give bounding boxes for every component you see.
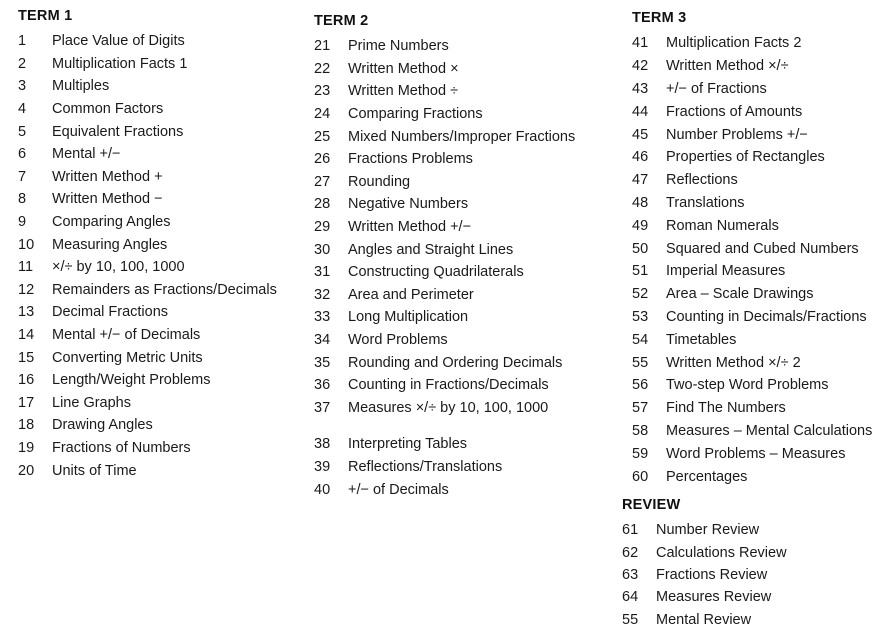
item-number: 60 (632, 468, 649, 485)
list-item (632, 351, 872, 374)
item-number: 55 (622, 611, 639, 628)
item-number: 23 (314, 83, 331, 100)
item-number: 1 (18, 33, 27, 50)
item-label: Multiples (52, 78, 110, 95)
item-label: Written Method − (52, 191, 163, 208)
term-3-heading: TERM 3 (632, 10, 687, 26)
list-item (314, 103, 575, 126)
item-label: Number Review (656, 522, 760, 539)
item-label: Fractions Review (656, 566, 768, 583)
item-number: 26 (314, 151, 331, 168)
item-label: Interpreting Tables (348, 436, 468, 453)
list-item (632, 55, 872, 78)
item-label: Rounding and Ordering Decimals (348, 354, 563, 371)
item-number: 22 (314, 60, 331, 77)
item-label: Word Problems – Measures (666, 445, 846, 462)
item-label: Translations (666, 194, 745, 211)
list-item (632, 146, 872, 169)
list-item (632, 442, 872, 465)
item-label: Fractions Problems (348, 151, 473, 168)
item-number: 40 (314, 481, 331, 498)
item-label: Angles and Straight Lines (348, 241, 514, 258)
item-label: ×/÷ by 10, 100, 1000 (52, 259, 185, 276)
list-item (622, 586, 787, 608)
list-item (632, 306, 872, 329)
item-label: Negative Numbers (348, 196, 469, 213)
list-item (18, 188, 277, 211)
list-item (18, 346, 277, 369)
list-item (18, 301, 277, 324)
item-number: 28 (314, 196, 331, 213)
item-label: Length/Weight Problems (52, 372, 211, 389)
list-item (314, 58, 575, 81)
list-item (18, 437, 277, 460)
list-item (314, 397, 575, 420)
list-item (314, 478, 575, 501)
list-item (314, 216, 575, 239)
item-label: Long Multiplication (348, 309, 469, 326)
item-label: Fractions of Amounts (666, 103, 803, 120)
list-item (18, 211, 277, 234)
list-item (314, 35, 575, 58)
item-number: 35 (314, 354, 331, 371)
item-label: Fractions of Numbers (52, 439, 191, 456)
item-number: 32 (314, 286, 331, 303)
list-item (632, 283, 872, 306)
list-item (314, 80, 575, 103)
item-label: Roman Numerals (666, 217, 779, 234)
list-item (622, 519, 787, 541)
term-1-heading: TERM 1 (18, 8, 73, 24)
item-number: 7 (18, 168, 27, 185)
item-number: 44 (632, 103, 649, 120)
item-label: Comparing Fractions (348, 106, 483, 123)
list-item (632, 32, 872, 55)
item-number: 61 (622, 522, 639, 539)
item-label: Mental +/− of Decimals (52, 327, 201, 344)
list-item (314, 261, 575, 284)
item-number: 17 (18, 394, 35, 411)
item-label: Constructing Quadrilaterals (348, 264, 524, 281)
item-number: 56 (632, 377, 649, 394)
list-item (622, 609, 787, 631)
list-item (18, 459, 277, 482)
item-number: 45 (632, 126, 649, 143)
list-item (314, 306, 575, 329)
item-label: Mental +/− (52, 146, 121, 163)
list-item (632, 374, 872, 397)
item-label: Converting Metric Units (52, 349, 203, 366)
item-number: 48 (632, 194, 649, 211)
item-label: Reflections/Translations (348, 458, 503, 475)
list-item (622, 564, 787, 586)
item-number: 36 (314, 377, 331, 394)
list-item (314, 374, 575, 397)
list-item (18, 166, 277, 189)
list-item (18, 53, 277, 76)
item-label: Written Method ×/÷ (666, 58, 789, 75)
list-item (632, 328, 872, 351)
item-label: Calculations Review (656, 544, 787, 561)
item-number: 19 (18, 439, 35, 456)
item-label: Comparing Angles (52, 214, 171, 231)
review-heading: REVIEW (622, 497, 681, 513)
item-label: Multiplication Facts 2 (666, 35, 802, 52)
item-number: 8 (18, 191, 27, 208)
item-number: 43 (632, 80, 649, 97)
item-number: 14 (18, 327, 35, 344)
term-2-heading: TERM 2 (314, 13, 369, 29)
list-item (314, 329, 575, 352)
list-item (314, 433, 575, 456)
list-item (632, 78, 872, 101)
list-gap (314, 419, 575, 433)
item-number: 4 (18, 101, 27, 118)
list-item (632, 192, 872, 215)
item-label: Measures Review (656, 589, 772, 606)
item-number: 5 (18, 123, 27, 140)
item-number: 6 (18, 146, 27, 163)
item-number: 31 (314, 264, 331, 281)
term-2-column (314, 13, 575, 501)
item-label: Two-step Word Problems (666, 377, 829, 394)
list-item (18, 98, 277, 121)
item-number: 51 (632, 263, 649, 280)
term-3-list (632, 32, 872, 488)
item-label: Common Factors (52, 101, 164, 118)
item-number: 38 (314, 436, 331, 453)
review-column (622, 497, 787, 631)
list-item (314, 148, 575, 171)
list-item (632, 465, 872, 488)
item-number: 58 (632, 422, 649, 439)
list-item (632, 169, 872, 192)
item-number: 62 (622, 544, 639, 561)
term-3-column (632, 10, 872, 488)
item-label: Line Graphs (52, 394, 131, 411)
item-number: 63 (622, 566, 639, 583)
item-label: Number Problems +/− (666, 126, 808, 143)
term-1-list (18, 30, 277, 482)
item-label: +/− of Fractions (666, 80, 767, 97)
item-label: Written Method + (52, 168, 163, 185)
list-item (632, 214, 872, 237)
item-label: Written Method +/− (348, 219, 472, 236)
list-item (18, 279, 277, 302)
item-number: 59 (632, 445, 649, 462)
item-label: Counting in Fractions/Decimals (348, 377, 549, 394)
item-number: 33 (314, 309, 331, 326)
item-label: Measures – Mental Calculations (666, 422, 873, 439)
list-item (632, 260, 872, 283)
term-2-list (314, 35, 575, 419)
list-item (632, 397, 872, 420)
item-label: Mixed Numbers/Improper Fractions (348, 128, 576, 145)
item-label: Drawing Angles (52, 417, 153, 434)
term-2-list-continued (314, 433, 575, 501)
list-item (18, 143, 277, 166)
list-item (18, 233, 277, 256)
item-number: 10 (18, 236, 35, 253)
item-number: 34 (314, 332, 331, 349)
item-number: 53 (632, 308, 649, 325)
item-label: Equivalent Fractions (52, 123, 184, 140)
list-item (18, 392, 277, 415)
list-item (18, 75, 277, 98)
item-label: Remainders as Fractions/Decimals (52, 281, 277, 298)
list-item (18, 414, 277, 437)
list-item (18, 324, 277, 347)
item-number: 42 (632, 58, 649, 75)
item-number: 12 (18, 281, 35, 298)
item-number: 55 (632, 354, 649, 371)
list-item (314, 193, 575, 216)
list-item (632, 100, 872, 123)
item-label: Measuring Angles (52, 236, 168, 253)
review-list (622, 519, 787, 631)
item-number: 57 (632, 400, 649, 417)
item-label: Multiplication Facts 1 (52, 55, 188, 72)
item-number: 30 (314, 241, 331, 258)
item-label: +/− of Decimals (348, 481, 449, 498)
list-item (18, 120, 277, 143)
item-label: Units of Time (52, 462, 137, 479)
list-item (632, 237, 872, 260)
item-label: Squared and Cubed Numbers (666, 240, 859, 257)
item-label: Decimal Fractions (52, 304, 169, 321)
item-label: Percentages (666, 468, 748, 485)
item-number: 52 (632, 286, 649, 303)
list-item (18, 30, 277, 53)
item-number: 37 (314, 399, 331, 416)
item-number: 54 (632, 331, 649, 348)
list-item (632, 420, 872, 443)
list-item (314, 456, 575, 479)
item-label: Imperial Measures (666, 263, 786, 280)
item-label: Written Method ×/÷ 2 (666, 354, 801, 371)
item-number: 46 (632, 149, 649, 166)
item-number: 2 (18, 55, 27, 72)
item-number: 25 (314, 128, 331, 145)
item-label: Reflections (666, 172, 738, 189)
item-number: 39 (314, 458, 331, 475)
item-number: 41 (632, 35, 649, 52)
item-number: 47 (632, 172, 649, 189)
list-item (314, 351, 575, 374)
item-number: 50 (632, 240, 649, 257)
item-label: Area – Scale Drawings (666, 286, 814, 303)
list-item (314, 171, 575, 194)
item-label: Find The Numbers (666, 400, 786, 417)
item-label: Timetables (666, 331, 737, 348)
item-number: 13 (18, 304, 35, 321)
item-number: 64 (622, 589, 639, 606)
item-label: Written Method × (348, 60, 459, 77)
item-number: 16 (18, 372, 35, 389)
item-number: 9 (18, 214, 27, 231)
item-label: Place Value of Digits (52, 33, 185, 50)
item-label: Measures ×/÷ by 10, 100, 1000 (348, 399, 549, 416)
term-1-column (18, 8, 277, 482)
list-item (18, 369, 277, 392)
list-item (314, 284, 575, 307)
item-label: Rounding (348, 173, 411, 190)
item-label: Word Problems (348, 332, 448, 349)
item-number: 11 (18, 259, 34, 276)
item-number: 18 (18, 417, 35, 434)
list-item (314, 238, 575, 261)
item-number: 29 (314, 219, 331, 236)
item-label: Prime Numbers (348, 38, 449, 55)
item-number: 3 (18, 78, 27, 95)
item-number: 20 (18, 462, 35, 479)
item-number: 49 (632, 217, 649, 234)
item-number: 24 (314, 106, 331, 123)
item-label: Mental Review (656, 611, 752, 628)
item-number: 27 (314, 173, 331, 190)
list-item (632, 123, 872, 146)
list-item (314, 125, 575, 148)
item-number: 21 (314, 38, 331, 55)
list-item (18, 256, 277, 279)
item-label: Written Method ÷ (348, 83, 459, 100)
item-label: Properties of Rectangles (666, 149, 825, 166)
item-label: Counting in Decimals/Fractions (666, 308, 867, 325)
item-label: Area and Perimeter (348, 286, 474, 303)
item-number: 15 (18, 349, 35, 366)
list-item (622, 541, 787, 563)
